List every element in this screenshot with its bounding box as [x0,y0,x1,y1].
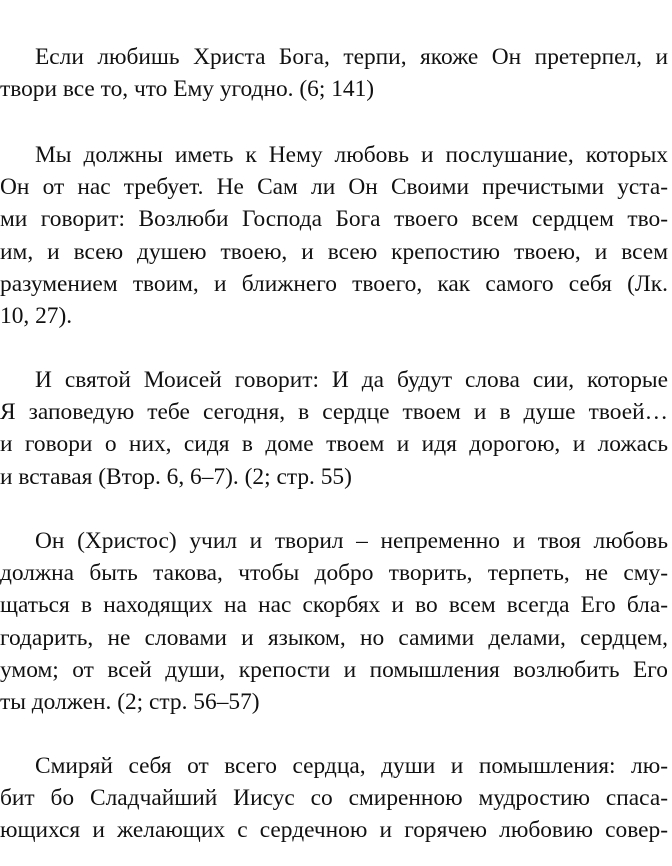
text-line: Смиряй себя от всего сердца, души и помышления: лю- [35,753,668,779]
text-line: щаться в находящих на нас скорбях и во всем всегда Его бла- [0,592,668,619]
paragraph-5 [0,750,668,847]
text-line: должна быть такова, чтобы добро творить, терпеть, не сму- [0,560,668,587]
text-line: И святой Моисей говорит: И да будут слова сии, которые [35,367,668,393]
text-line: Он (Христос) учил и творил – непременно и твоя любовь [35,528,668,554]
paragraph-3 [0,364,668,493]
text-line: Я заповедую тебе сегодня, в сердце твоем и в душе твоей… [0,399,668,426]
text-line: бит бо Сладчайший Иисус со смиренною мудростию спаса- [0,785,668,812]
paragraph-1 [0,41,668,105]
text-line: им, и всею душею твоею, и всею крепостию твоею, и всем [0,238,668,265]
paragraph-4 [0,525,668,718]
text-line: и говори о них, сидя в доме твоем и идя дорогою, и ложась [0,431,668,458]
text-line: Если любишь Христа Бога, терпи, якоже Он претерпел, и [35,44,668,70]
text-line: разумением твоим, и ближнего твоего, как самого себя (Лк. [0,270,668,297]
text-line: и вставая (Втор. 6, 6–7). (2; стр. 55) [0,463,352,490]
text-line: ты должен. (2; стр. 56–57) [0,688,260,715]
text-line: 10, 27). [0,302,73,329]
text-line: Он от нас требует. Не Сам ли Он Своими пречистыми уста- [0,174,668,201]
paragraph-2 [0,139,668,332]
text-line: годарить, не словами и языком, но самими делами, сердцем, [0,624,668,651]
text-line: Мы должны иметь к Нему любовь и послушание, которых [35,142,668,168]
text-line: ющихся и желающих с сердечною и горячею любовию совер- [0,817,668,844]
text-line: ми говорит: Возлюби Господа Бога твоего всем сердцем тво- [0,206,668,233]
text-line: умом; от всей души, крепости и помышления возлюбить Его [0,656,668,683]
text-line: твори все то, что Ему угодно. (6; 141) [0,76,375,103]
